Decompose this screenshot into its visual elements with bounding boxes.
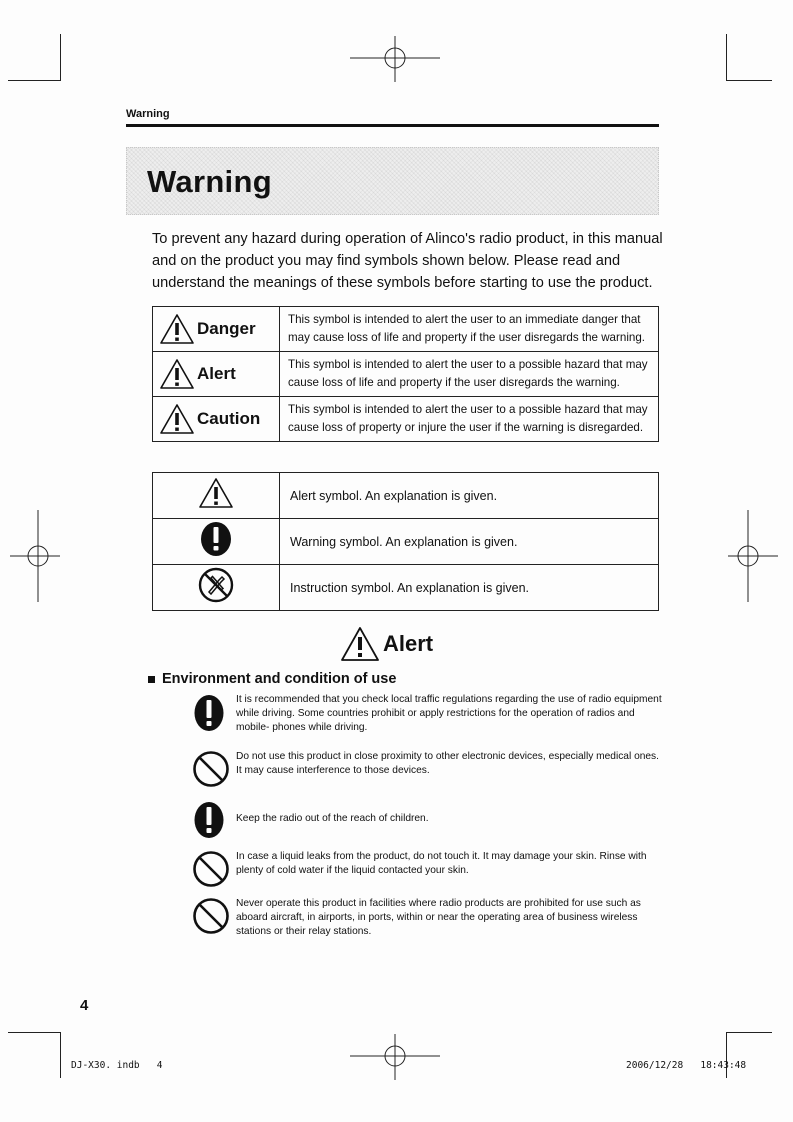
alert-triangle-icon <box>159 313 195 345</box>
instruction-prohibited-icon <box>197 566 235 604</box>
alert-description: This symbol is intended to alert the user to a possible hazard that may cause loss of life and property if the user disregards the warning. <box>280 352 659 397</box>
item-text: Keep the radio out of the reach of children. <box>236 813 429 824</box>
list-item <box>192 693 662 738</box>
prohibition-icon <box>192 750 230 788</box>
alert-triangle-icon <box>159 358 195 390</box>
danger-label: Danger <box>197 319 256 338</box>
item-text: In case a liquid leaks from the product, do not touch it. It may damage your skin. Rinse with plenty of cold water if the liquid contacted your skin. <box>236 851 647 876</box>
table-row <box>153 519 659 565</box>
alert-triangle-icon <box>340 626 380 662</box>
hazard-level-table <box>152 306 659 442</box>
page-number: 4 <box>80 997 89 1014</box>
warning-exclamation-icon <box>192 693 226 733</box>
table-row <box>153 473 659 519</box>
legend-alert-text: Alert symbol. An explanation is given. <box>280 473 659 519</box>
list-item <box>192 850 662 893</box>
list-item <box>192 800 662 845</box>
table-row <box>153 397 659 442</box>
registration-mark-top <box>350 36 440 82</box>
prohibition-icon <box>192 850 230 888</box>
table-row <box>153 307 659 352</box>
caution-description: This symbol is intended to alert the user to a possible hazard that may cause loss of property or injure the user if the warning is disregarded. <box>280 397 659 442</box>
item-text: It is recommended that you check local traffic regulations regarding the use of radio equipment while driving. Some countries prohibit or apply restrictions for the operation of radios and mobile- phones while driving. <box>236 694 662 733</box>
warning-exclamation-icon <box>199 521 233 557</box>
alert-triangle-icon <box>198 477 234 509</box>
registration-mark-bottom <box>350 1034 440 1080</box>
alert-heading <box>340 626 433 662</box>
list-item <box>192 750 662 793</box>
title-banner <box>126 147 659 215</box>
alert-heading-text: Alert <box>383 631 434 656</box>
table-row <box>153 565 659 611</box>
registration-mark-left <box>10 510 60 602</box>
list-item <box>192 897 662 940</box>
section-heading-text: Environment and condition of use <box>162 671 397 687</box>
legend-instruction-text: Instruction symbol. An explanation is given. <box>280 565 659 611</box>
caution-label: Caution <box>197 409 261 428</box>
symbol-legend-table <box>152 472 659 611</box>
danger-description: This symbol is intended to alert the user to an immediate danger that may cause loss of life and property if the user disregards the warning. <box>280 307 659 352</box>
item-text: Never operate this product in facilities where radio products are prohibited for use such as aboard aircraft, in airports, in ports, within or near the operating area of business wireless stations or their relay stations. <box>236 898 641 937</box>
footer-file-name: DJ-X30. indb 4 <box>71 1060 163 1071</box>
alert-triangle-icon <box>159 403 195 435</box>
bullet-square-icon <box>148 676 155 683</box>
footer-timestamp: 2006/12/28 18:43:48 <box>626 1060 747 1071</box>
registration-mark-right <box>728 510 778 602</box>
table-row <box>153 352 659 397</box>
section-heading <box>148 671 396 687</box>
alert-label: Alert <box>197 364 236 383</box>
header-rule <box>126 124 659 127</box>
warning-exclamation-icon <box>192 800 226 840</box>
intro-paragraph: To prevent any hazard during operation of Alinco's radio product, in this manual and on the product you may find symbols shown below. Please read and understand the meanings of these symbols before starting to use the product. <box>152 231 663 291</box>
item-text: Do not use this product in close proximity to other electronic devices, especially medical ones. It may cause interference to those devices. <box>236 751 659 776</box>
running-head: Warning <box>126 108 170 120</box>
prohibition-icon <box>192 897 230 935</box>
legend-warning-text: Warning symbol. An explanation is given. <box>280 519 659 565</box>
page-title: Warning <box>147 164 272 199</box>
